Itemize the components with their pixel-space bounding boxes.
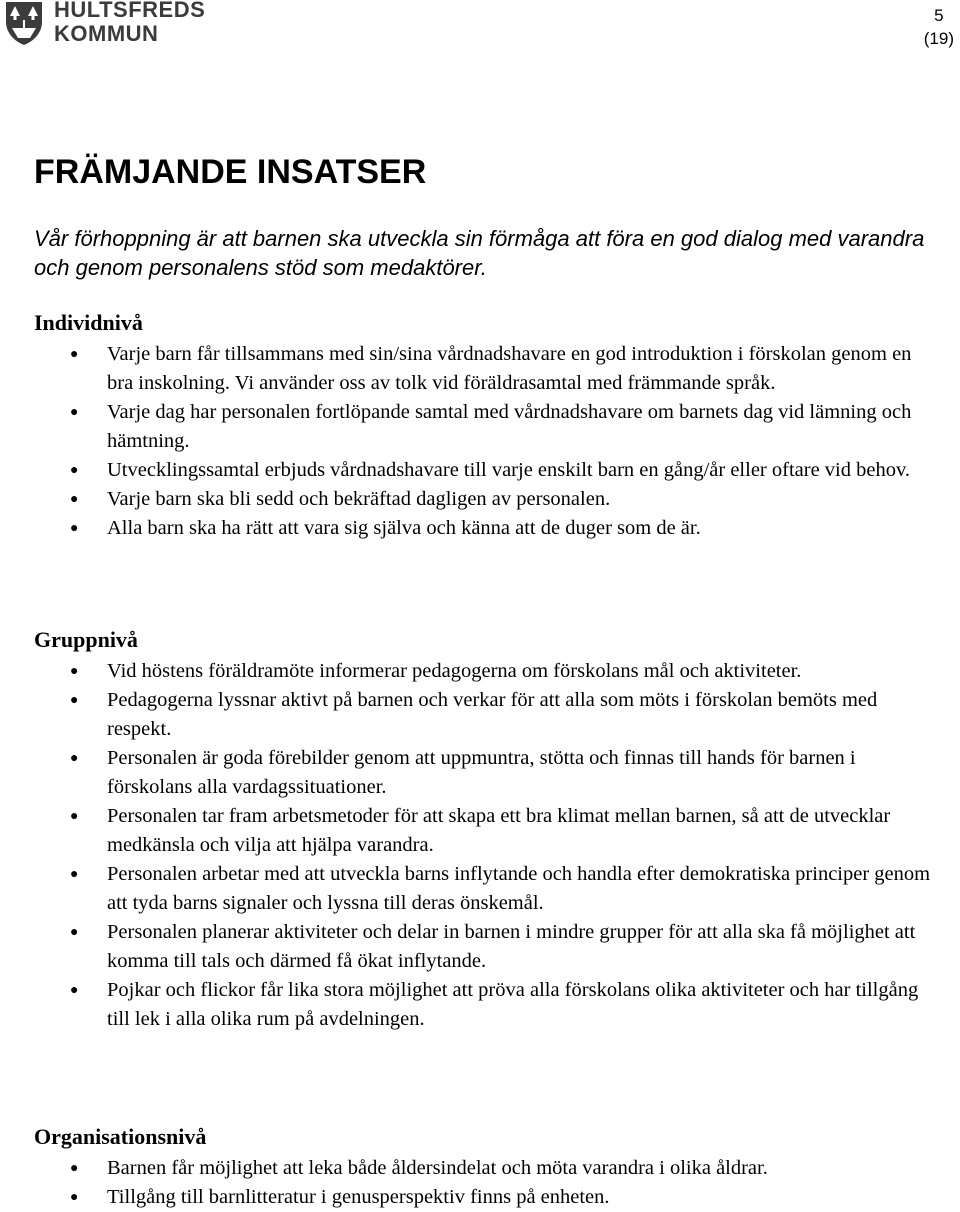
section-group-level bbox=[34, 625, 934, 1034]
section-individual-level bbox=[34, 308, 934, 543]
list-item bbox=[34, 744, 934, 802]
bullet-icon: ● bbox=[70, 1190, 79, 1205]
bullet-list bbox=[34, 1154, 934, 1212]
bullet-icon: ● bbox=[70, 347, 79, 362]
bullet-icon: ● bbox=[70, 521, 79, 536]
bullet-icon: ● bbox=[70, 463, 79, 478]
list-item bbox=[34, 802, 934, 860]
bullet-icon: ● bbox=[70, 867, 79, 882]
page-total: (19) bbox=[923, 29, 954, 48]
intro-paragraph: Vår förhoppning är att barnen ska utveckla sin förmåga att föra en god dialog med varandra och genom personalens stöd som medaktörer. bbox=[34, 226, 925, 280]
list-item bbox=[34, 340, 934, 398]
list-item bbox=[34, 657, 934, 686]
section-heading: Gruppnivå bbox=[34, 627, 138, 652]
list-item bbox=[34, 514, 934, 543]
coat-of-arms-icon bbox=[4, 0, 44, 46]
list-item bbox=[34, 860, 934, 918]
bullet-icon: ● bbox=[70, 751, 79, 766]
list-item bbox=[34, 456, 934, 485]
list-item bbox=[34, 918, 934, 976]
list-item bbox=[34, 485, 934, 514]
page-title: FRÄMJANDE INSATSER bbox=[34, 153, 427, 191]
list-item-text: Tillgång till barnlitteratur i genusperspektiv finns på enheten. bbox=[107, 1186, 610, 1208]
municipality-logo bbox=[4, 0, 205, 48]
section-organisation-level bbox=[34, 1122, 934, 1212]
list-item-text: Vid höstens föräldramöte informerar pedagogerna om förskolans mål och aktiviteter. bbox=[107, 660, 802, 682]
list-item-text: Pedagogerna lyssnar aktivt på barnen och verkar för att alla som möts i förskolan bemöts med respekt. bbox=[107, 689, 878, 740]
page-indicator bbox=[924, 4, 954, 50]
logo-line-1: HULTSFREDS bbox=[54, 0, 206, 22]
list-item bbox=[34, 398, 934, 456]
bullet-icon: ● bbox=[70, 664, 79, 679]
bullet-list bbox=[34, 340, 934, 543]
bullet-icon: ● bbox=[70, 925, 79, 940]
logo-line-2: KOMMUN bbox=[54, 21, 159, 46]
bullet-icon: ● bbox=[70, 492, 79, 507]
list-item-text: Varje barn får tillsammans med sin/sina vårdnadshavare en god introduktion i förskolan genom en bra inskolning. Vi använder oss av tolk vid föräldrasamtal med främmande språk. bbox=[107, 343, 912, 394]
list-item-text: Varje dag har personalen fortlöpande samtal med vårdnadshavare om barnets dag vid lämning och hämtning. bbox=[107, 401, 912, 452]
bullet-icon: ● bbox=[70, 405, 79, 420]
bullet-icon: ● bbox=[70, 1161, 79, 1176]
page-number: 5 bbox=[934, 6, 944, 25]
list-item-text: Personalen arbetar med att utveckla barns inflytande och handla efter demokratiska principer genom att tyda barns signaler och lyssna till deras önskemål. bbox=[107, 863, 931, 914]
list-item-text: Utvecklingssamtal erbjuds vårdnadshavare till varje enskilt barn en gång/år eller oftare vid behov. bbox=[107, 459, 911, 481]
list-item-text: Barnen får möjlighet att leka både åldersindelat och möta varandra i olika åldrar. bbox=[107, 1157, 768, 1179]
list-item-text: Pojkar och flickor får lika stora möjlighet att pröva alla förskolans olika aktiviteter och har tillgång till lek i alla olika rum på avdelningen. bbox=[107, 979, 919, 1030]
bullet-list bbox=[34, 657, 934, 1034]
list-item-text: Personalen planerar aktiviteter och delar in barnen i mindre grupper för att alla ska få möjlighet att komma till tals och därmed få ökat inflytande. bbox=[107, 921, 916, 972]
bullet-icon: ● bbox=[70, 809, 79, 824]
list-item bbox=[34, 976, 934, 1034]
list-item bbox=[34, 1154, 934, 1183]
list-item-text: Personalen tar fram arbetsmetoder för att skapa ett bra klimat mellan barnen, så att de utvecklar medkänsla och vilja att hjälpa varandra. bbox=[107, 805, 891, 856]
list-item-text: Varje barn ska bli sedd och bekräftad dagligen av personalen. bbox=[107, 488, 611, 510]
list-item bbox=[34, 686, 934, 744]
bullet-icon: ● bbox=[70, 983, 79, 998]
section-heading: Individnivå bbox=[34, 310, 143, 335]
list-item-text: Personalen är goda förebilder genom att uppmuntra, stötta och finnas till hands för barnen i förskolans alla vardagssituationer. bbox=[107, 747, 856, 798]
section-heading: Organisationsnivå bbox=[34, 1124, 207, 1149]
list-item-text: Alla barn ska ha rätt att vara sig själva och känna att de duger som de är. bbox=[107, 517, 701, 539]
bullet-icon: ● bbox=[70, 693, 79, 708]
